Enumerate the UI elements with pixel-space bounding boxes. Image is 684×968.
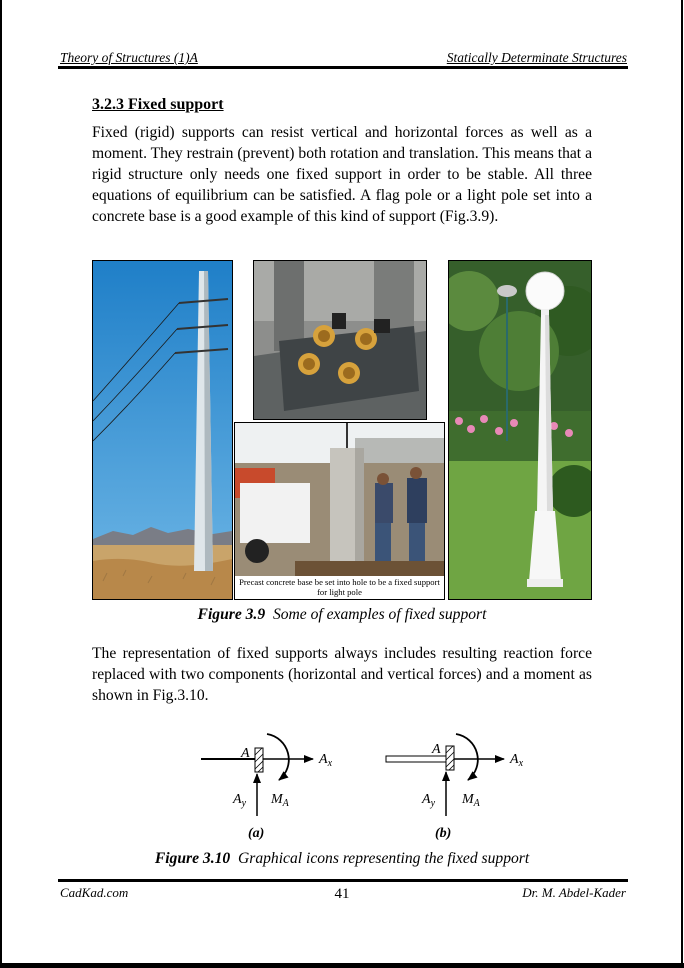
figure-3-9-text: Some of examples of fixed support <box>272 606 487 623</box>
photo-anchor-bolts <box>253 260 427 420</box>
photo-transmission-pole <box>92 260 233 600</box>
figure-3-9-caption <box>0 606 684 624</box>
svg-text:Ay <box>232 792 247 809</box>
photo-light-pole <box>448 260 592 600</box>
label-ay-sub-b: y <box>430 798 436 809</box>
diagram-fixed-support-b <box>380 728 530 818</box>
svg-text:MA <box>270 792 290 809</box>
label-ay-b: A <box>422 792 431 807</box>
label-ay-a: A <box>233 792 242 807</box>
label-ax-b: A <box>510 752 519 767</box>
page-number: 41 <box>334 886 350 902</box>
photo-precast-concrete-base <box>234 422 445 600</box>
photo-caption-precast-base: Precast concrete base be set into hole to be a fixed support for light pole <box>235 576 444 599</box>
figure-3-10-sub-a: (a) <box>248 826 265 841</box>
page-border-left <box>0 0 2 968</box>
header-course-title: Theory of Structures (1)A <box>60 50 198 65</box>
label-ax-sub-b: x <box>518 758 524 769</box>
section-title: 3.2.3 Fixed support <box>92 96 224 113</box>
moment-arc-b <box>456 734 478 780</box>
footer-author: Dr. M. Abdel-Kader <box>522 885 626 900</box>
label-ay-sub-a: y <box>241 798 247 809</box>
footer-rule <box>58 879 628 882</box>
figure-3-9-label: Figure 3.9 <box>197 606 266 623</box>
diagram-fixed-support-a <box>195 728 345 818</box>
svg-text:Ax <box>509 752 524 769</box>
label-ma-b: M <box>462 792 474 807</box>
label-ma-sub-a: A <box>282 798 289 809</box>
label-ax-a: A <box>319 752 328 767</box>
page-border-right <box>681 0 683 968</box>
figure-3-10-caption <box>0 850 684 868</box>
svg-text:Ay <box>421 792 436 809</box>
moment-arc-a <box>267 734 289 780</box>
figure-3-10-label: Figure 3.10 <box>154 850 231 867</box>
header-chapter-title: Statically Determinate Structures <box>446 50 627 65</box>
label-point-b: A <box>432 742 441 757</box>
label-ma-sub-b: A <box>473 798 480 809</box>
svg-text:MA <box>461 792 481 809</box>
page-border-bottom <box>0 963 684 968</box>
figure-3-10-sub-b: (b) <box>435 826 452 841</box>
svg-text:Ax <box>318 752 333 769</box>
header-rule <box>58 66 628 69</box>
paragraph-fixed-support-intro: Fixed (rigid) supports can resist vertical and horizontal forces as well as a moment. They restrain (prevent) both rotation and translation. This means that a rigid structure only needs one fixed support in order to be stable. All three equations of equilibrium can be satisfied. A flag pole or a light pole set into a concrete base is a good example of this kind of support (Fig.3.9). <box>92 124 592 225</box>
label-ma-a: M <box>271 792 283 807</box>
paragraph-fixed-support-representation: The representation of fixed supports always includes resulting reaction force replaced with two components (horizontal and vertical forces) and a moment as shown in Fig.3.10. <box>92 645 592 704</box>
label-point-a: A <box>241 746 250 761</box>
footer-site: CadKad.com <box>60 885 129 900</box>
figure-3-10-text: Graphical icons representing the fixed support <box>238 850 530 867</box>
label-ax-sub-a: x <box>327 758 333 769</box>
